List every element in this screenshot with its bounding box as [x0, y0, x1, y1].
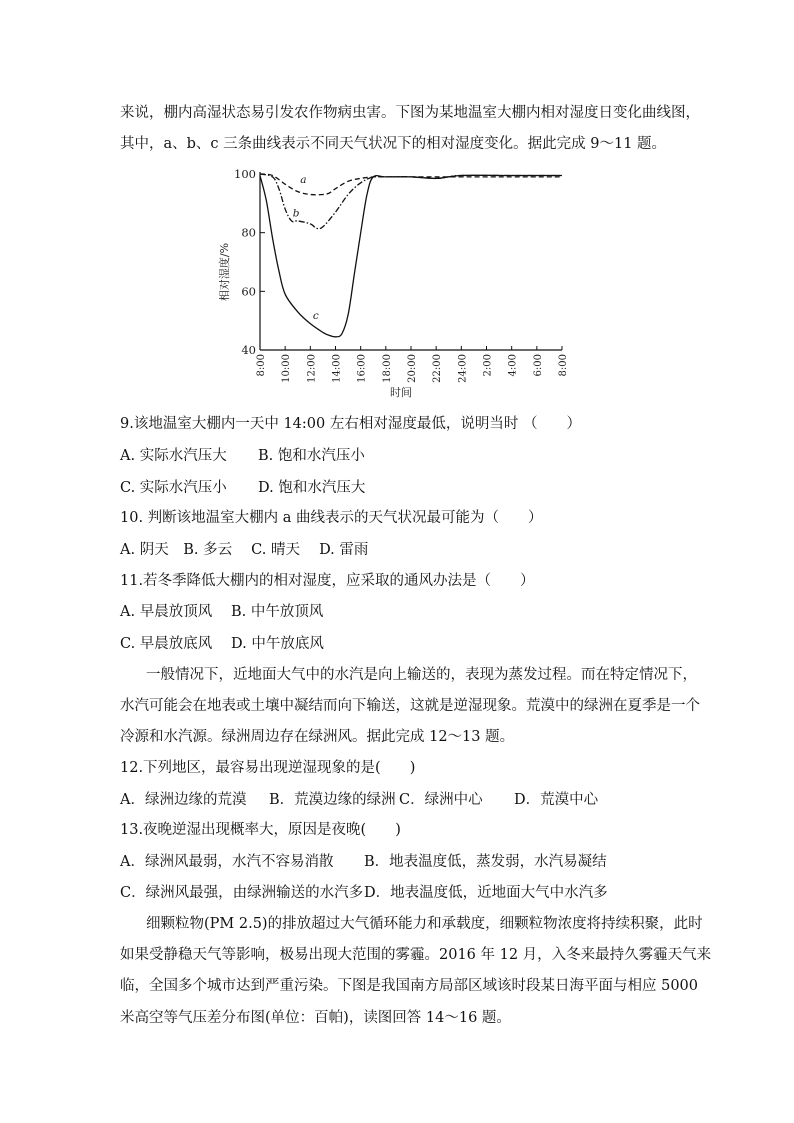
- q11-option-a[interactable]: A. 早晨放顶风: [120, 604, 213, 620]
- x-tick-label: 18:00: [381, 354, 393, 383]
- y-tick-label: 60: [241, 284, 256, 299]
- q9-option-b[interactable]: B. 饱和水汽压小: [258, 448, 365, 464]
- x-tick-label: 4:00: [507, 354, 519, 377]
- q10-stem: 10. 判断该地温室大棚内 a 曲线表示的天气状况最可能为（ ）: [120, 510, 543, 526]
- x-tick-label: 22:00: [432, 354, 444, 383]
- passage2-line-1: 一般情况下，近地面大气中的水汽是向上输送的，表现为蒸发过程。而在特定情况下，: [146, 667, 697, 683]
- q12-option-d[interactable]: D．荒漠中心: [514, 792, 599, 808]
- x-tick-label: 16:00: [356, 354, 368, 383]
- passage3-line-3: 临，全国多个城市达到严重污染。下图是我国南方局部区域该时段某日海平面与相应 5000: [120, 978, 699, 994]
- x-tick-label: 2:00: [482, 354, 494, 377]
- x-tick-label: 14:00: [331, 354, 343, 383]
- q13-stem: 13.夜晚逆湿出现概率大，原因是夜晚( ): [120, 822, 401, 838]
- q11-option-b[interactable]: B. 中午放顶风: [231, 604, 324, 620]
- q13-option-b[interactable]: B．地表温度低，蒸发弱，水汽易凝结: [364, 854, 607, 870]
- x-tick-label: 12:00: [306, 354, 318, 383]
- passage2-line-3: 冷源和水汽源。绿洲周边存在绿洲风。据此完成 12～13 题。: [120, 729, 515, 745]
- q10-options[interactable]: A. 阴天 B. 多云 C. 晴天 D. 雷雨: [120, 542, 369, 558]
- q13-option-a[interactable]: A．绿洲风最弱，水汽不容易消散: [120, 854, 334, 870]
- passage3-line-1: 细颗粒物(PM 2.5)的排放超过大气循环能力和承载度，细颗粒物浓度将持续积聚，此时: [146, 916, 703, 932]
- y-tick-label: 80: [241, 225, 256, 240]
- q13-option-d[interactable]: D．地表温度低，近地面大气中水汽多: [364, 885, 608, 901]
- curve-label-a: a: [300, 173, 307, 186]
- q11-option-c[interactable]: C. 早晨放底风: [120, 636, 213, 652]
- intro-line-1: 来说，棚内高湿状态易引发农作物病虫害。下图为某地温室大棚内相对湿度日变化曲线图，: [120, 105, 700, 121]
- passage2-line-2: 水汽可能会在地表或土壤中凝结而向下输送，这就是逆湿现象。荒漠中的绿洲在夏季是一个: [120, 698, 700, 714]
- x-axis-title: 时间: [390, 386, 412, 399]
- x-tick-label: 10:00: [281, 354, 293, 383]
- x-tick-label: 8:00: [256, 354, 267, 377]
- y-tick-label: 40: [241, 343, 256, 357]
- x-tick-label: 6:00: [532, 354, 544, 377]
- x-tick-label: 20:00: [407, 354, 418, 383]
- q12-option-c[interactable]: C．绿洲中心: [399, 792, 483, 808]
- curve-label-c: c: [312, 310, 319, 323]
- humidity-chart: [212, 162, 582, 402]
- x-tick-label: 8:00: [558, 354, 569, 377]
- q11-stem: 11.若冬季降低大棚内的相对湿度，应采取的通风办法是（ ）: [120, 573, 535, 589]
- intro-line-2: 其中，a、b、c 三条曲线表示不同天气状况下的相对湿度变化。据此完成 9～11 题。: [120, 136, 667, 152]
- y-tick-label: 100: [234, 167, 256, 181]
- q9-option-c[interactable]: C. 实际水汽压小: [120, 480, 227, 496]
- q9-option-d[interactable]: D. 饱和水汽压大: [258, 480, 366, 496]
- x-tick-label: 24:00: [457, 354, 469, 383]
- series-c-line: [260, 175, 562, 337]
- passage3-line-4: 米高空等气压差分布图(单位：百帕)，读图回答 14～16 题。: [120, 1010, 511, 1026]
- q13-option-c[interactable]: C．绿洲风最强，由绿洲输送的水汽多: [120, 885, 364, 901]
- q12-option-b[interactable]: B．荒漠边缘的绿洲: [269, 792, 396, 808]
- q12-stem: 12.下列地区，最容易出现逆湿现象的是( ): [120, 760, 416, 776]
- curve-label-b: b: [292, 207, 300, 220]
- q12-option-a[interactable]: A．绿洲边缘的荒漠: [120, 792, 247, 808]
- q9-stem: 9.该地温室大棚内一天中 14:00 左右相对湿度最低，说明当时 （ ）: [120, 416, 581, 432]
- passage3-line-2: 如果受静稳天气等影响，极易出现大范围的雾霾。2016 年 12 月，入冬来最持久雾霾天气来: [120, 947, 712, 963]
- q9-option-a[interactable]: A. 实际水汽压大: [120, 448, 227, 464]
- y-axis-title: 相对湿度/%: [218, 242, 231, 302]
- q11-option-d[interactable]: D. 中午放底风: [231, 636, 324, 652]
